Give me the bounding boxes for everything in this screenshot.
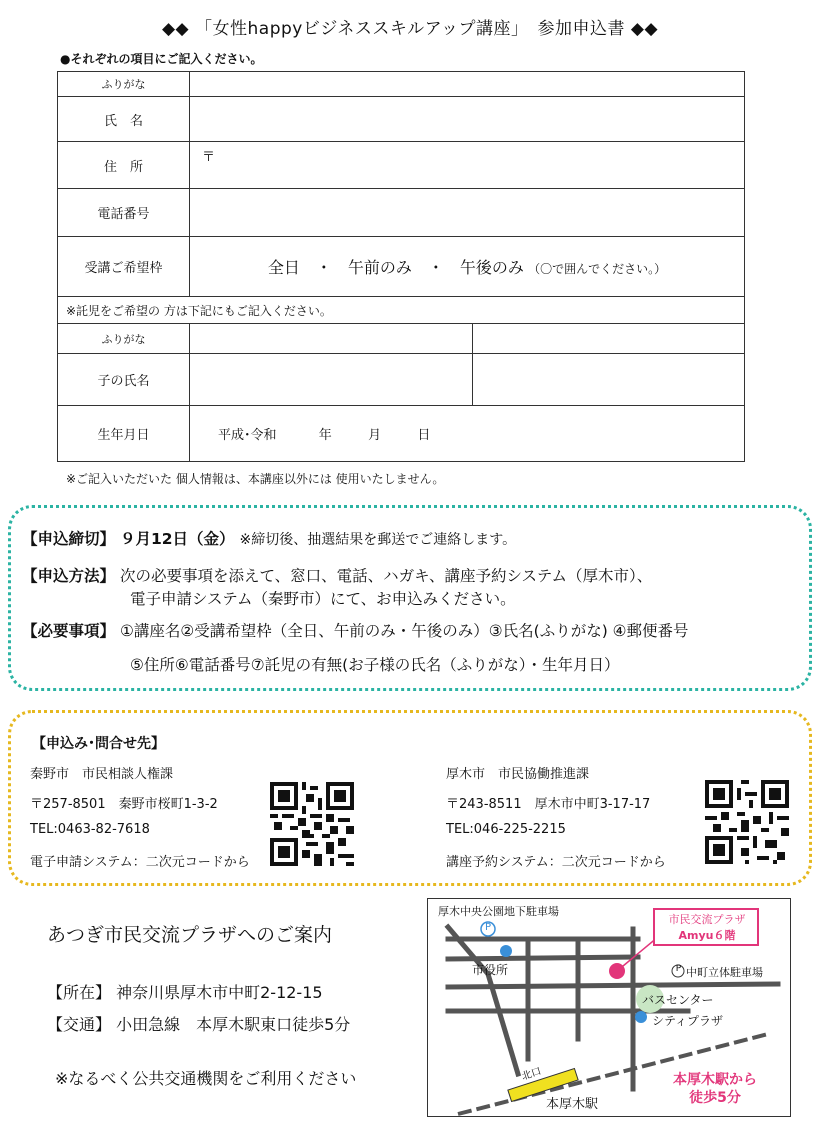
map-bus-center: バスセンター bbox=[642, 993, 714, 1007]
venue-heading: あつぎ市民交流プラザへのご案内 bbox=[47, 924, 333, 946]
address-field[interactable] bbox=[190, 142, 745, 189]
deadline-row bbox=[22, 527, 516, 549]
contact-heading: 【申込み･問合せ先】 bbox=[32, 736, 165, 752]
venue-access-row bbox=[47, 1012, 350, 1035]
birthdate-label: 生年月日 bbox=[58, 406, 190, 462]
hadano-address: 〒257-8501 秦野市桜町1-3-2 bbox=[30, 797, 218, 812]
page-title: ◆◆ 「女性happyビジネススキルアップ講座」 参加申込書 ◆◆ bbox=[161, 19, 659, 39]
child-furigana-field[interactable] bbox=[190, 324, 745, 354]
instruction-text: ●それぞれの項目にご記入ください。 bbox=[60, 52, 263, 66]
location-value: 神奈川県厚木市中町2-12-15 bbox=[116, 983, 323, 1002]
atsugi-dept: 厚木市 市民協働推進課 bbox=[446, 767, 590, 782]
slot-note: （〇で囲んでください。） bbox=[528, 262, 667, 276]
map-parking-top: 厚木中央公園地下駐車場 bbox=[438, 905, 559, 918]
deadline-label: 【申込締切】 bbox=[22, 530, 116, 548]
atsugi-system: 講座予約システム：二次元コードから bbox=[446, 855, 666, 870]
parking-icon: P bbox=[675, 964, 682, 974]
required-line1: ①講座名②受講希望枠（全日、午前のみ・午後のみ）③氏名(ふりがな) ④郵便番号 bbox=[119, 622, 689, 640]
deadline-date: ９月12日（金） bbox=[119, 530, 235, 548]
column-divider bbox=[472, 354, 473, 405]
access-map bbox=[427, 898, 791, 1117]
address-label: 住 所 bbox=[58, 142, 190, 189]
child-name-field[interactable] bbox=[190, 354, 745, 406]
birthdate-field[interactable] bbox=[190, 406, 745, 462]
hadano-tel: TEL:0463-82-7618 bbox=[30, 822, 150, 837]
required-row bbox=[22, 619, 689, 641]
map-city-plaza: シティプラザ bbox=[652, 1014, 724, 1028]
method-line1: 次の必要事項を添えて、窓口、電話、ハガキ、講座予約システム（厚木市）、 bbox=[119, 567, 653, 585]
slot-options: 全日 ・ 午前のみ ・ 午後のみ bbox=[267, 258, 524, 277]
name-label: 氏 名 bbox=[58, 97, 190, 142]
hadano-qr-code-icon[interactable] bbox=[270, 782, 354, 866]
atsugi-address: 〒243-8511 厚木市中町3-17-17 bbox=[446, 797, 651, 812]
method-label: 【申込方法】 bbox=[22, 567, 116, 585]
map-plaza-name: 市民交流プラザ bbox=[668, 913, 746, 926]
map-walk-line1: 本厚木駅から bbox=[673, 1072, 757, 1088]
column-divider bbox=[472, 324, 473, 353]
parking-icon: P bbox=[484, 922, 492, 933]
access-label: 【交通】 bbox=[47, 1015, 112, 1034]
birth-day: 日 bbox=[417, 428, 431, 443]
slot-field[interactable] bbox=[190, 237, 745, 297]
map-city-hall: 市役所 bbox=[472, 963, 509, 977]
child-name-label: 子の氏名 bbox=[58, 354, 190, 406]
hadano-system: 電子申請システム：二次元コードから bbox=[30, 855, 250, 870]
atsugi-tel: TEL:046-225-2215 bbox=[446, 822, 566, 837]
access-value: 小田急線 本厚木駅東口徒歩5分 bbox=[116, 1015, 351, 1034]
required-label: 【必要事項】 bbox=[22, 622, 116, 640]
phone-label: 電話番号 bbox=[58, 189, 190, 237]
method-line2: 電子申請システム（秦野市）にて、お申込みください。 bbox=[130, 590, 516, 608]
birth-year: 年 bbox=[318, 428, 332, 443]
privacy-footnote: ※ご記入いただいた 個人情報は、本講座以外には 使用いたしません。 bbox=[66, 472, 445, 486]
map-north-exit: 北口 bbox=[520, 1066, 543, 1083]
name-field[interactable] bbox=[190, 97, 745, 142]
slot-label: 受講ご希望枠 bbox=[58, 237, 190, 297]
furigana-field[interactable] bbox=[190, 72, 745, 97]
atsugi-qr-code-icon[interactable] bbox=[705, 780, 789, 864]
childcare-note: ※託児をご希望の 方は下記にもご記入ください。 bbox=[58, 297, 745, 324]
hadano-dept: 秦野市 市民相談人権課 bbox=[30, 767, 174, 782]
application-form bbox=[57, 71, 745, 462]
method-row bbox=[22, 564, 652, 586]
birth-month: 月 bbox=[368, 428, 382, 443]
postal-mark: 〒 bbox=[202, 150, 216, 165]
required-line2: ⑤住所⑥電話番号⑦託児の有無(お子様の氏名（ふりがな）・生年月日） bbox=[130, 656, 620, 674]
phone-field[interactable] bbox=[190, 189, 745, 237]
furigana-label: ふりがな bbox=[58, 72, 190, 97]
venue-note: ※なるべく公共交通機関をご利用ください bbox=[55, 1069, 357, 1088]
map-plaza-floor: Amyu６階 bbox=[678, 929, 736, 942]
deadline-note: ※締切後、抽選結果を郵送でご連絡します。 bbox=[239, 532, 517, 548]
map-walk-line2: 徒歩5分 bbox=[689, 1090, 741, 1106]
birth-era: 平成･令和 bbox=[218, 428, 277, 443]
map-parking-right: 中町立体駐車場 bbox=[686, 966, 763, 979]
venue-location-row bbox=[47, 980, 323, 1003]
map-station: 本厚木駅 bbox=[546, 1097, 599, 1112]
location-label: 【所在】 bbox=[47, 983, 112, 1002]
child-furigana-label: ふりがな bbox=[58, 324, 190, 354]
